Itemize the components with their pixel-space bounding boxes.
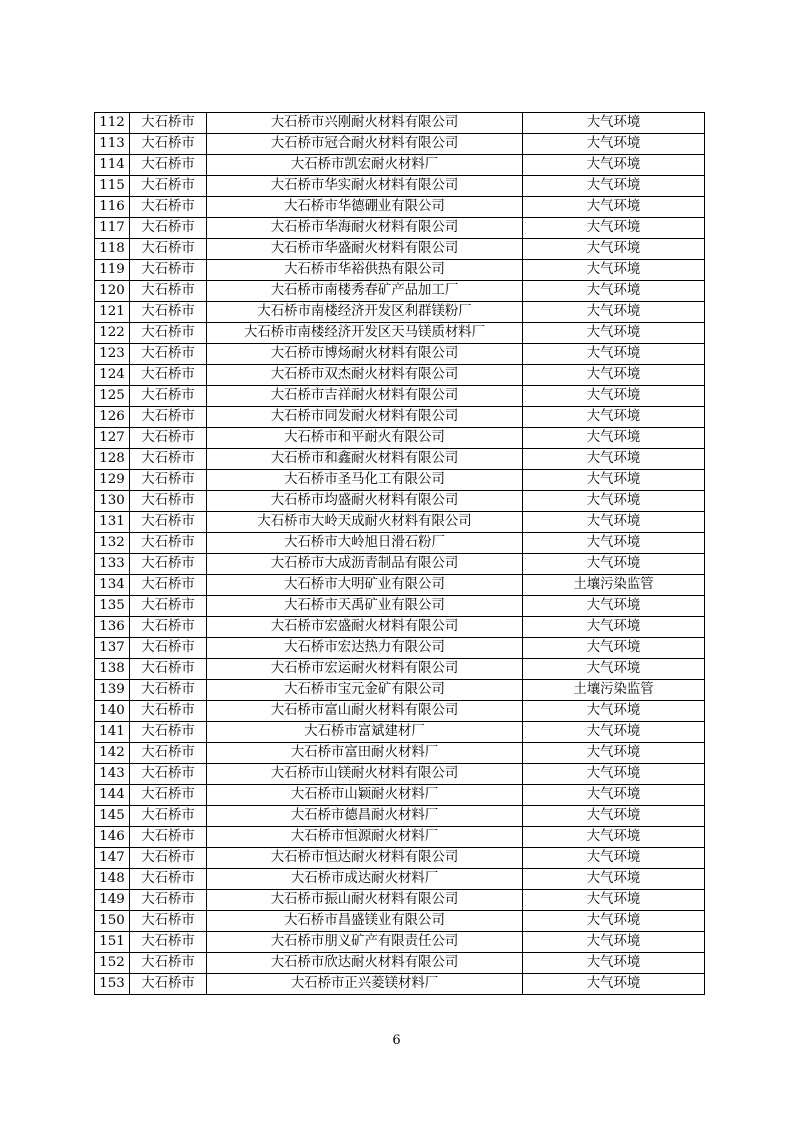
company-name-cell: 大石桥市华裕供热有限公司	[207, 260, 523, 281]
row-number-cell: 147	[95, 848, 130, 869]
row-number-cell: 114	[95, 155, 130, 176]
category-cell: 大气环境	[523, 722, 705, 743]
row-number-cell: 150	[95, 911, 130, 932]
company-name-cell: 大石桥市宝元金矿有限公司	[207, 680, 523, 701]
row-number-cell: 132	[95, 533, 130, 554]
row-number-cell: 137	[95, 638, 130, 659]
table-row	[95, 890, 705, 911]
city-cell: 大石桥市	[130, 533, 207, 554]
table-row	[95, 218, 705, 239]
table-row	[95, 302, 705, 323]
company-name-cell: 大石桥市博炀耐火材料有限公司	[207, 344, 523, 365]
category-cell: 大气环境	[523, 407, 705, 428]
row-number-cell: 141	[95, 722, 130, 743]
city-cell: 大石桥市	[130, 911, 207, 932]
row-number-cell: 138	[95, 659, 130, 680]
row-number-cell: 152	[95, 953, 130, 974]
city-cell: 大石桥市	[130, 512, 207, 533]
row-number-cell: 125	[95, 386, 130, 407]
company-name-cell: 大石桥市山镁耐火材料有限公司	[207, 764, 523, 785]
row-number-cell: 117	[95, 218, 130, 239]
row-number-cell: 135	[95, 596, 130, 617]
company-name-cell: 大石桥市宏运耐火材料有限公司	[207, 659, 523, 680]
city-cell: 大石桥市	[130, 953, 207, 974]
table-row	[95, 491, 705, 512]
category-cell: 大气环境	[523, 890, 705, 911]
row-number-cell: 148	[95, 869, 130, 890]
table-row	[95, 470, 705, 491]
category-cell: 大气环境	[523, 449, 705, 470]
category-cell: 大气环境	[523, 659, 705, 680]
category-cell: 大气环境	[523, 848, 705, 869]
company-name-cell: 大石桥市同发耐火材料有限公司	[207, 407, 523, 428]
company-name-cell: 大石桥市富斌建材厂	[207, 722, 523, 743]
table-row	[95, 848, 705, 869]
city-cell: 大石桥市	[130, 470, 207, 491]
table-row	[95, 722, 705, 743]
table-row	[95, 932, 705, 953]
row-number-cell: 140	[95, 701, 130, 722]
table-row	[95, 239, 705, 260]
table-row	[95, 827, 705, 848]
city-cell: 大石桥市	[130, 596, 207, 617]
city-cell: 大石桥市	[130, 176, 207, 197]
category-cell: 大气环境	[523, 743, 705, 764]
company-name-cell: 大石桥市凯宏耐火材料厂	[207, 155, 523, 176]
city-cell: 大石桥市	[130, 764, 207, 785]
row-number-cell: 131	[95, 512, 130, 533]
category-cell: 大气环境	[523, 827, 705, 848]
table-row	[95, 512, 705, 533]
category-cell: 大气环境	[523, 134, 705, 155]
row-number-cell: 142	[95, 743, 130, 764]
company-name-cell: 大石桥市昌盛镁业有限公司	[207, 911, 523, 932]
row-number-cell: 112	[95, 113, 130, 134]
table-row	[95, 764, 705, 785]
table-row	[95, 113, 705, 134]
table-row	[95, 617, 705, 638]
company-name-cell: 大石桥市大岭天成耐火材料有限公司	[207, 512, 523, 533]
category-cell: 大气环境	[523, 512, 705, 533]
city-cell: 大石桥市	[130, 869, 207, 890]
company-name-cell: 大石桥市大明矿业有限公司	[207, 575, 523, 596]
category-cell: 大气环境	[523, 344, 705, 365]
category-cell: 大气环境	[523, 806, 705, 827]
company-name-cell: 大石桥市恒达耐火材料有限公司	[207, 848, 523, 869]
category-cell: 大气环境	[523, 113, 705, 134]
table-row	[95, 911, 705, 932]
table-row	[95, 260, 705, 281]
city-cell: 大石桥市	[130, 323, 207, 344]
city-cell: 大石桥市	[130, 722, 207, 743]
category-cell: 大气环境	[523, 953, 705, 974]
table-row	[95, 365, 705, 386]
city-cell: 大石桥市	[130, 197, 207, 218]
row-number-cell: 126	[95, 407, 130, 428]
category-cell: 大气环境	[523, 869, 705, 890]
category-cell: 大气环境	[523, 974, 705, 995]
table-row	[95, 134, 705, 155]
city-cell: 大石桥市	[130, 932, 207, 953]
company-name-cell: 大石桥市朋义矿产有限责任公司	[207, 932, 523, 953]
table-row	[95, 869, 705, 890]
row-number-cell: 130	[95, 491, 130, 512]
company-name-cell: 大石桥市富田耐火材料厂	[207, 743, 523, 764]
row-number-cell: 113	[95, 134, 130, 155]
table-row	[95, 428, 705, 449]
row-number-cell: 136	[95, 617, 130, 638]
row-number-cell: 129	[95, 470, 130, 491]
city-cell: 大石桥市	[130, 491, 207, 512]
category-cell: 大气环境	[523, 701, 705, 722]
city-cell: 大石桥市	[130, 827, 207, 848]
company-name-cell: 大石桥市均盛耐火材料有限公司	[207, 491, 523, 512]
row-number-cell: 115	[95, 176, 130, 197]
company-name-cell: 大石桥市华盛耐火材料有限公司	[207, 239, 523, 260]
row-number-cell: 127	[95, 428, 130, 449]
city-cell: 大石桥市	[130, 113, 207, 134]
company-name-cell: 大石桥市吉祥耐火材料有限公司	[207, 386, 523, 407]
table-row	[95, 974, 705, 995]
city-cell: 大石桥市	[130, 260, 207, 281]
category-cell: 大气环境	[523, 491, 705, 512]
company-name-cell: 大石桥市双杰耐火材料有限公司	[207, 365, 523, 386]
table-row	[95, 176, 705, 197]
row-number-cell: 116	[95, 197, 130, 218]
category-cell: 大气环境	[523, 533, 705, 554]
city-cell: 大石桥市	[130, 890, 207, 911]
table-row	[95, 533, 705, 554]
table-row	[95, 281, 705, 302]
company-name-cell: 大石桥市圣马化工有限公司	[207, 470, 523, 491]
row-number-cell: 145	[95, 806, 130, 827]
table-row	[95, 953, 705, 974]
category-cell: 大气环境	[523, 176, 705, 197]
row-number-cell: 121	[95, 302, 130, 323]
category-cell: 大气环境	[523, 764, 705, 785]
page-number: 6	[392, 1033, 401, 1048]
company-name-cell: 大石桥市恒源耐火材料厂	[207, 827, 523, 848]
company-name-cell: 大石桥市振山耐火材料有限公司	[207, 890, 523, 911]
row-number-cell: 144	[95, 785, 130, 806]
category-cell: 大气环境	[523, 260, 705, 281]
table-row	[95, 743, 705, 764]
category-cell: 大气环境	[523, 281, 705, 302]
company-name-cell: 大石桥市天禹矿业有限公司	[207, 596, 523, 617]
table-row	[95, 323, 705, 344]
row-number-cell: 122	[95, 323, 130, 344]
table-row	[95, 554, 705, 575]
city-cell: 大石桥市	[130, 785, 207, 806]
category-cell: 大气环境	[523, 218, 705, 239]
city-cell: 大石桥市	[130, 848, 207, 869]
table-row	[95, 638, 705, 659]
category-cell: 大气环境	[523, 365, 705, 386]
table-row	[95, 197, 705, 218]
table-row	[95, 659, 705, 680]
row-number-cell: 128	[95, 449, 130, 470]
city-cell: 大石桥市	[130, 239, 207, 260]
city-cell: 大石桥市	[130, 743, 207, 764]
city-cell: 大石桥市	[130, 281, 207, 302]
city-cell: 大石桥市	[130, 155, 207, 176]
row-number-cell: 118	[95, 239, 130, 260]
company-name-cell: 大石桥市华实耐火材料有限公司	[207, 176, 523, 197]
company-name-cell: 大石桥市宏盛耐火材料有限公司	[207, 617, 523, 638]
company-name-cell: 大石桥市欣达耐火材料有限公司	[207, 953, 523, 974]
company-name-cell: 大石桥市和鑫耐火材料有限公司	[207, 449, 523, 470]
row-number-cell: 153	[95, 974, 130, 995]
company-name-cell: 大石桥市南楼秀春矿产品加工厂	[207, 281, 523, 302]
table-row	[95, 680, 705, 701]
city-cell: 大石桥市	[130, 701, 207, 722]
city-cell: 大石桥市	[130, 428, 207, 449]
category-cell: 大气环境	[523, 911, 705, 932]
company-name-cell: 大石桥市山颖耐火材料厂	[207, 785, 523, 806]
company-name-cell: 大石桥市南楼经济开发区天马镁质材料厂	[207, 323, 523, 344]
city-cell: 大石桥市	[130, 365, 207, 386]
category-cell: 土壤污染监管	[523, 680, 705, 701]
city-cell: 大石桥市	[130, 344, 207, 365]
enterprise-table	[94, 112, 705, 995]
city-cell: 大石桥市	[130, 134, 207, 155]
city-cell: 大石桥市	[130, 554, 207, 575]
company-name-cell: 大石桥市冠合耐火材料有限公司	[207, 134, 523, 155]
category-cell: 大气环境	[523, 155, 705, 176]
city-cell: 大石桥市	[130, 302, 207, 323]
company-name-cell: 大石桥市华德硼业有限公司	[207, 197, 523, 218]
table-row	[95, 575, 705, 596]
city-cell: 大石桥市	[130, 449, 207, 470]
category-cell: 大气环境	[523, 323, 705, 344]
table-body	[95, 113, 705, 995]
company-name-cell: 大石桥市成达耐火材料厂	[207, 869, 523, 890]
row-number-cell: 151	[95, 932, 130, 953]
company-name-cell: 大石桥市南楼经济开发区利群镁粉厂	[207, 302, 523, 323]
category-cell: 大气环境	[523, 596, 705, 617]
category-cell: 大气环境	[523, 554, 705, 575]
category-cell: 土壤污染监管	[523, 575, 705, 596]
row-number-cell: 146	[95, 827, 130, 848]
table-row	[95, 785, 705, 806]
table-row	[95, 155, 705, 176]
company-name-cell: 大石桥市富山耐火材料有限公司	[207, 701, 523, 722]
row-number-cell: 139	[95, 680, 130, 701]
category-cell: 大气环境	[523, 428, 705, 449]
table-row	[95, 386, 705, 407]
row-number-cell: 133	[95, 554, 130, 575]
category-cell: 大气环境	[523, 386, 705, 407]
company-name-cell: 大石桥市大成沥青制品有限公司	[207, 554, 523, 575]
city-cell: 大石桥市	[130, 218, 207, 239]
company-name-cell: 大石桥市德昌耐火材料厂	[207, 806, 523, 827]
row-number-cell: 120	[95, 281, 130, 302]
row-number-cell: 149	[95, 890, 130, 911]
city-cell: 大石桥市	[130, 386, 207, 407]
city-cell: 大石桥市	[130, 638, 207, 659]
city-cell: 大石桥市	[130, 407, 207, 428]
table-row	[95, 596, 705, 617]
company-name-cell: 大石桥市兴刚耐火材料有限公司	[207, 113, 523, 134]
company-name-cell: 大石桥市大岭旭日滑石粉厂	[207, 533, 523, 554]
city-cell: 大石桥市	[130, 806, 207, 827]
row-number-cell: 119	[95, 260, 130, 281]
company-name-cell: 大石桥市正兴菱镁材料厂	[207, 974, 523, 995]
city-cell: 大石桥市	[130, 617, 207, 638]
city-cell: 大石桥市	[130, 680, 207, 701]
category-cell: 大气环境	[523, 197, 705, 218]
category-cell: 大气环境	[523, 617, 705, 638]
category-cell: 大气环境	[523, 785, 705, 806]
table-row	[95, 344, 705, 365]
category-cell: 大气环境	[523, 470, 705, 491]
row-number-cell: 123	[95, 344, 130, 365]
category-cell: 大气环境	[523, 638, 705, 659]
category-cell: 大气环境	[523, 239, 705, 260]
category-cell: 大气环境	[523, 932, 705, 953]
row-number-cell: 143	[95, 764, 130, 785]
city-cell: 大石桥市	[130, 659, 207, 680]
table-row	[95, 806, 705, 827]
company-name-cell: 大石桥市华海耐火材料有限公司	[207, 218, 523, 239]
company-name-cell: 大石桥市和平耐火有限公司	[207, 428, 523, 449]
row-number-cell: 134	[95, 575, 130, 596]
city-cell: 大石桥市	[130, 575, 207, 596]
table-row	[95, 449, 705, 470]
table-row	[95, 407, 705, 428]
company-name-cell: 大石桥市宏达热力有限公司	[207, 638, 523, 659]
category-cell: 大气环境	[523, 302, 705, 323]
table-row	[95, 701, 705, 722]
row-number-cell: 124	[95, 365, 130, 386]
city-cell: 大石桥市	[130, 974, 207, 995]
